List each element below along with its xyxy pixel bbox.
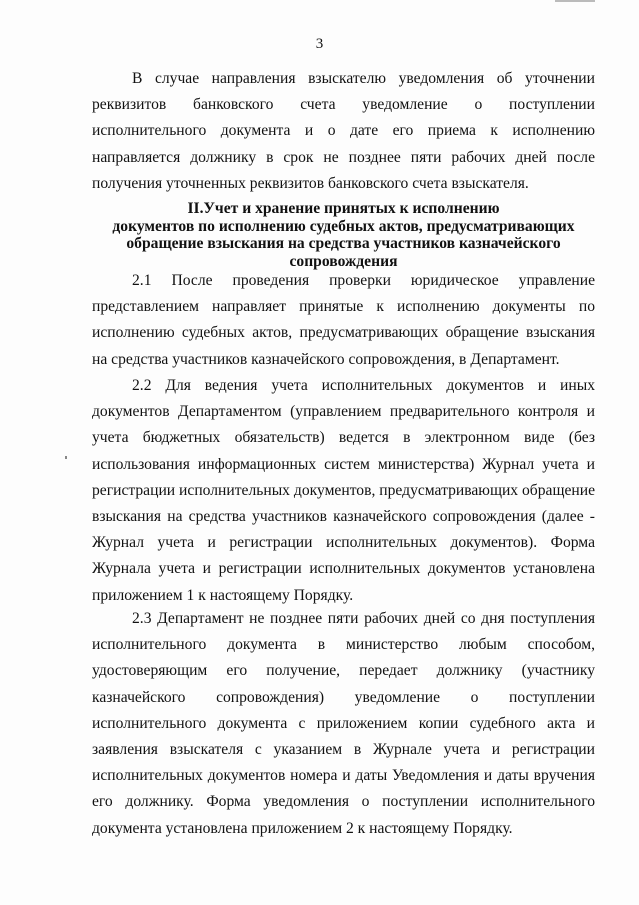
section-heading-line-4: сопровождения <box>289 252 398 270</box>
scan-edge-mark <box>555 0 595 2</box>
section-heading <box>92 200 595 270</box>
paragraph-notice-clarification: В случае направления взыскателю уведомления об уточнении реквизитов банковского счета уведомление о поступлении исполнительного документа и о дате его приема к исполнению направляется должнику в срок не позднее пяти рабочих дней после получения уточненных реквизитов банковского счета взыскателя. <box>92 70 595 192</box>
paragraph-2-2: 2.2 Для ведения учета исполнительных документов и иных документов Департаментом (управлением предварительного контроля и учета бюджетных обязательств) ведется в электронном виде (без использования информационных систем министерства) Журнал учета и регистрации исполнительных документов, предусматривающих обращение взыскания на средства участников казначейского сопровождения (далее - Журнал учета и регистрации исполнительных документов). Форма Журнала учета и регистрации исполнительных документов установлена приложением 1 к настоящему Порядку. <box>92 377 595 604</box>
section-heading-line-2: документов по исполнению судебных актов, предусматривающих <box>112 217 575 235</box>
section-heading-line-3: обращение взыскания на средства участников казначейского <box>126 235 561 252</box>
paragraph-2-1: 2.1 После проведения проверки юридическое управление представлением направляет принятые к исполнению документы по исполнению судебных актов, предусматривающих обращение взыскания на средства участников казначейского сопровождения, в Департамент. <box>92 272 595 368</box>
section-heading-line-1: II.Учет и хранение принятых к исполнению <box>187 200 500 217</box>
scan-dot <box>65 456 67 459</box>
paragraph-2-3: 2.3 Департамент не позднее пяти рабочих дней со дня поступления исполнительного документа в министерство любым способом, удостоверяющим его получение, передает должнику (участнику казначейского сопровождения) уведомление о поступлении исполнительного документа с приложением копии судебного акта и заявления взыскателя с указанием в Журнале учета и регистрации исполнительных документов номера и даты Уведомления и даты вручения его должнику. Форма уведомления о поступлении исполнительного документа установлена приложением 2 к настоящему Порядку. <box>92 610 595 837</box>
page-number: 3 <box>315 36 324 52</box>
